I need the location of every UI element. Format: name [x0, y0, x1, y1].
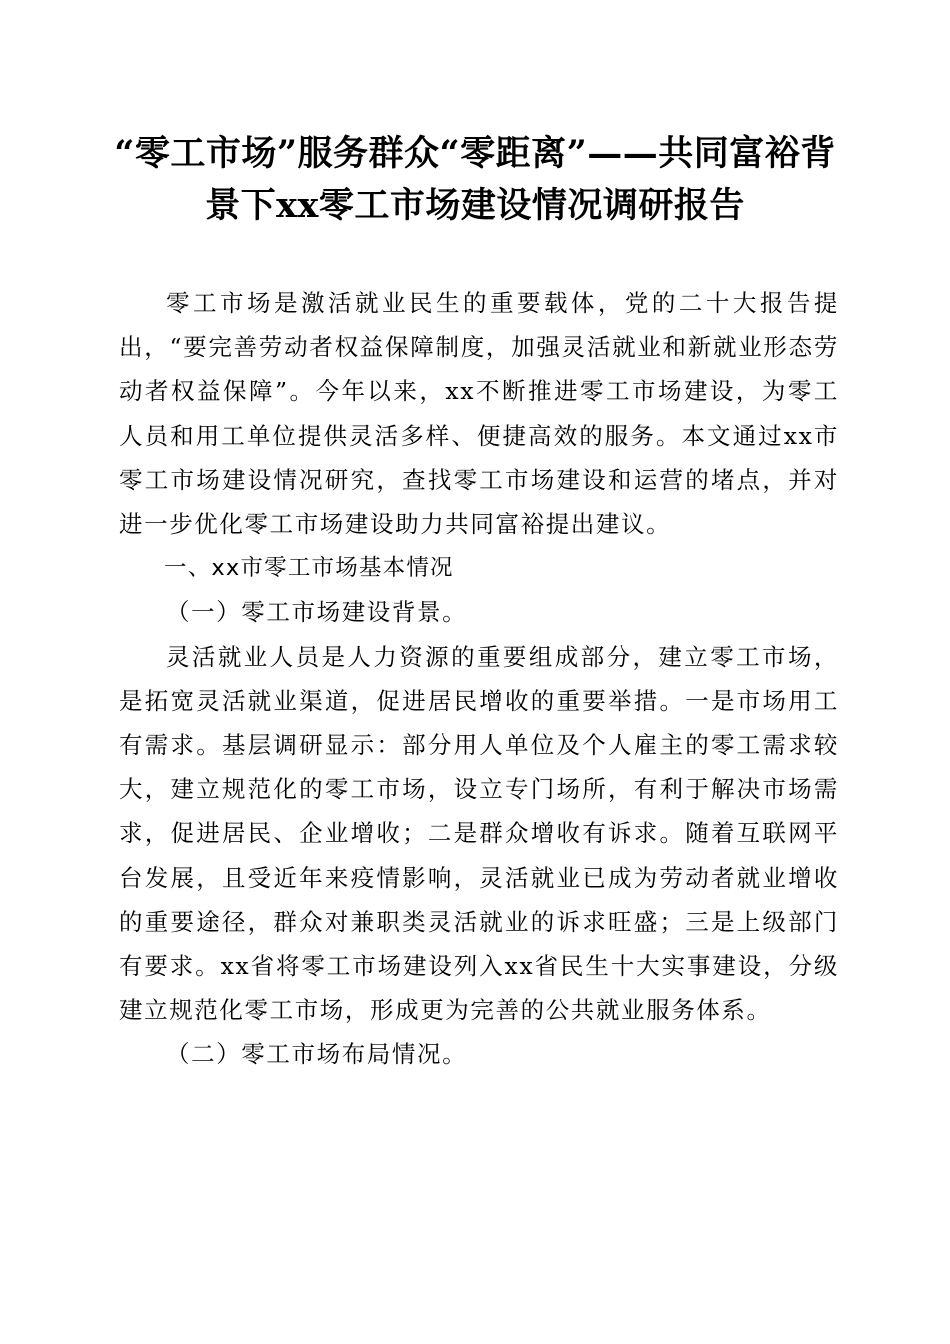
subsection-heading-1: （一）零工市场建设背景。 [166, 598, 468, 627]
subsection-1-paragraph: 灵活就业人员是人力资源的重要组成部分，建立零工市场，是拓宽灵活就业渠道，促进居民增收的重要举措。一是市场用工有需求。基层调研显示：部分用人单位及个人雇主的零工需求较大，建立规范化的零工市场，设立专门场所，有利于解决市场需求，促进居民、企业增收；二是群众增收有诉求。随着互联网平台发展，且受近年来疫情影响，灵活就业已成为劳动者就业增收的重要途径，群众对兼职类灵活就业的诉求旺盛；三是上级部门有要求。xx省将零工市场建设列入xx省民生十大实事建设，分级建立规范化零工市场，形成更为完善的公共就业服务体系。 [119, 642, 839, 1025]
document-body [119, 281, 839, 1077]
section-heading-1: 一、xx市零工市场基本情况 [164, 555, 454, 582]
intro-paragraph: 零工市场是激活就业民生的重要载体，党的二十大报告提出，“要完善劳动者权益保障制度，加强灵活就业和新就业形态劳动者权益保障”。今年以来，xx不断推进零工市场建设，为零工人员和用工单位提供灵活多样、便捷高效的服务。本文通过xx市零工市场建设情况研究，查找零工市场建设和运营的堵点，并对进一步优化零工市场建设助力共同富裕提出建议。 [119, 289, 839, 539]
document-title: “零工市场”服务群众“零距离”——共同富裕背景下xx零工市场建设情况调研报告 [114, 133, 836, 226]
subsection-heading-2: （二）零工市场布局情况。 [166, 1040, 468, 1069]
